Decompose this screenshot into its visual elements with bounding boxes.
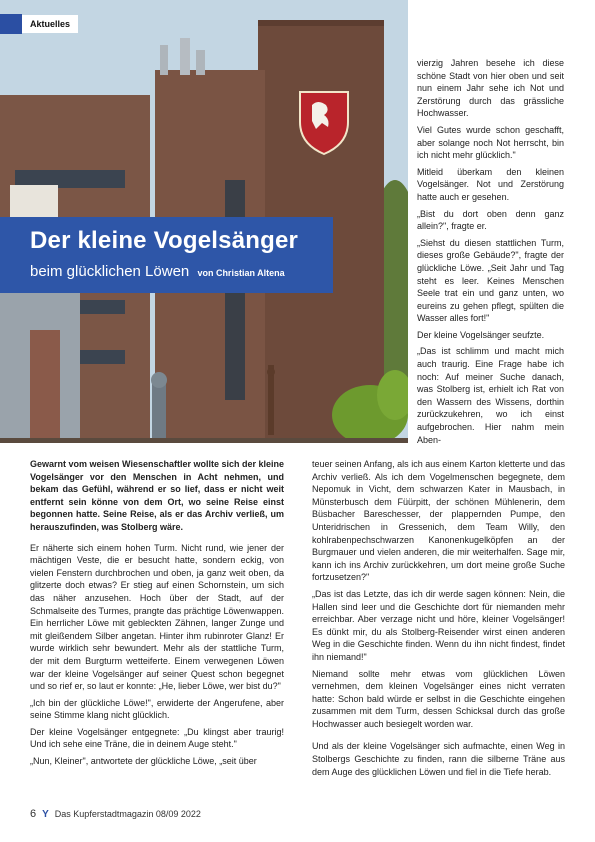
page-number: 6 (30, 808, 37, 820)
paragraph: Der kleine Vogelsänger seufzte. (417, 329, 545, 340)
article-author: von Christian Altena (197, 268, 285, 278)
section-tag (0, 14, 78, 34)
magazine-logo-icon: Y (42, 808, 49, 820)
paragraph: Viel Gutes wurde schon geschafft, aber solange noch Not herrscht, bin ich nicht mehr glücklich." (417, 124, 564, 161)
paragraph: „Bist du dort oben denn ganz allein?", fragte er. (417, 208, 564, 232)
right-column-top (417, 57, 564, 450)
article-title-box (0, 217, 333, 293)
right-column-bottom (312, 458, 565, 782)
section-label: Aktuelles (22, 15, 78, 33)
paragraph: Mitleid überkam den kleinen Vogelsänger. Not und Zerstörung hatte auch er gesehen. (417, 166, 564, 202)
paragraph: Er näherte sich einem hohen Turm. Nicht rund, wie jener der mächtigen Veste, die er besucht hatte, sondern eckig, von vielen Fenstern durchbrochen und oben, ja ganz weit oben, da glitzerte doch etwas? Er stieg auf einen Schornstein, um sich das näher anzusehen. Hoch über der Stadt, auf der Schmalseite des Turmes, prangte das prächtige Löwenwappen. Ein herrlicher Löwe mit gebleckten Zähnen, langer Zunge und mit gleißendem Silber angetan. Hinter ihm rubinroter Glanz! Er wurde wirklich sehr bewundert. Mehr als der stattliche Turm, der mit dem Burgturm wetteiferte. Einem verwegenen Löwen war der kleine Vogelsänger auf seiner Quest schon begegnet und so rief er, so laut er konnte: „He, lieber Löwe, wer bist du?" (30, 542, 284, 692)
lead-paragraph: Gewarnt vom weisen Wiesenschaftler wollte sich der kleine Vogelsänger vor den Menschen in Acht nehmen, und bekam das Gefühl, während er so lief, dass er nicht weit entfernt sein könne von dem Ort, wo seine Reise einst begonnen hatte. Seine Reise, als er das Archiv verließ, um herauszufinden, was Stolberg wäre. (30, 459, 285, 532)
paragraph: „Siehst du diesen stattlichen Turm, dieses große Gebäude?", fragte der glückliche Löwe. „Seit Jahr und Tag steht es leer. Keines Menschen Seele trat ein und ganz unten, wo eureins zu gehen pflegt, spülten die Wasser alles fort!" (417, 237, 564, 324)
subtitle-text: beim glücklichen Löwen (30, 263, 190, 280)
paragraph: vierzig Jahren besehe ich diese schöne Stadt von hier oben und seit nun einem Jahr sehe ich Not und Zerstörung durch das grässliche Hochwasser. (417, 58, 564, 119)
paragraph: „Das ist schlimm und macht mich auch traurig. Eine Frage habe ich noch: Auf meiner Suche danach, was Stolberg ist, erhielt ich Rat von den Wassern des Wissens, dorthin zurückzukehren, wo ich einst aufgebrochen. Hier nahm mein Aben- (417, 346, 564, 445)
magazine-name: Das Kupferstadtmagazin 08/09 2022 (54, 809, 201, 819)
page-footer (30, 808, 201, 820)
paragraph: teuer seinen Anfang, als ich aus einem Karton kletterte und das Archiv verließ. Als ich dem Vogelmenschen begegnete, dem Nepomuk in Vicht, dem schwarzen Kater in Mausbach, in Münsterbusch dem Füürpitt, der schönen Mühlenerin, dem Büsbacher Bareschesser, der plappernden Pumpe, den Unteridrischen in Gressenich, dem Team Willy, den kohlrabenpechschwarzen Kanonenkugelköpfen an der Burgmauer und vielen anderen, die mir weiterhalfen. Sage mir, kann ich ins Archiv zurückkehren, um dort meine große Suche fortzusetzen?" (312, 459, 565, 583)
paragraph: „Das ist das Letzte, das ich dir werde sagen können: Nein, die Hallen sind leer und die Geschichte dort für niemanden mehr erreichbar. Aber verzage nicht und höre, kleiner Vogelsänger! Es dünkt mir, du als Stolberg-Reisender wirst einen anderen Weg in die Geschichte finden. Wenn du ihn nicht findest, findet ihn niemand!" (312, 588, 565, 662)
paragraph: Niemand sollte mehr etwas vom glücklichen Löwen vernehmen, dem kleinen Vogelsänger eines nicht verraten hatte: Schon bald würde er selbst in die Geschichte eingehen zusammen mit dem Turm, dessen Schicksal durch das große Hochwasser auch besiegelt worden war. (312, 668, 565, 729)
paragraph: „Nun, Kleiner", antwortete der glückliche Löwe, „seit über (30, 756, 257, 767)
paragraph: „Ich bin der glückliche Löwe!", erwiderte der Angerufene, aber seine Stimme klang nicht glücklich. (30, 697, 284, 721)
closing-paragraph: Und als der kleine Vogelsänger sich aufmachte, einen Weg in Stolbergs Geschichte zu finden, rann die silberne Träne aus dem Auge des glücklichen Löwen und fiel in die Tiefe herab. (312, 741, 565, 777)
article-subtitle (30, 263, 285, 280)
paragraph: Der kleine Vogelsänger entgegnete: „Du klingst aber traurig! Und ich sehe eine Träne, die in deinem Auge steht." (30, 726, 284, 750)
section-marker (0, 14, 22, 34)
article-title: Der kleine Vogelsänger (30, 227, 299, 254)
left-column (30, 458, 284, 772)
